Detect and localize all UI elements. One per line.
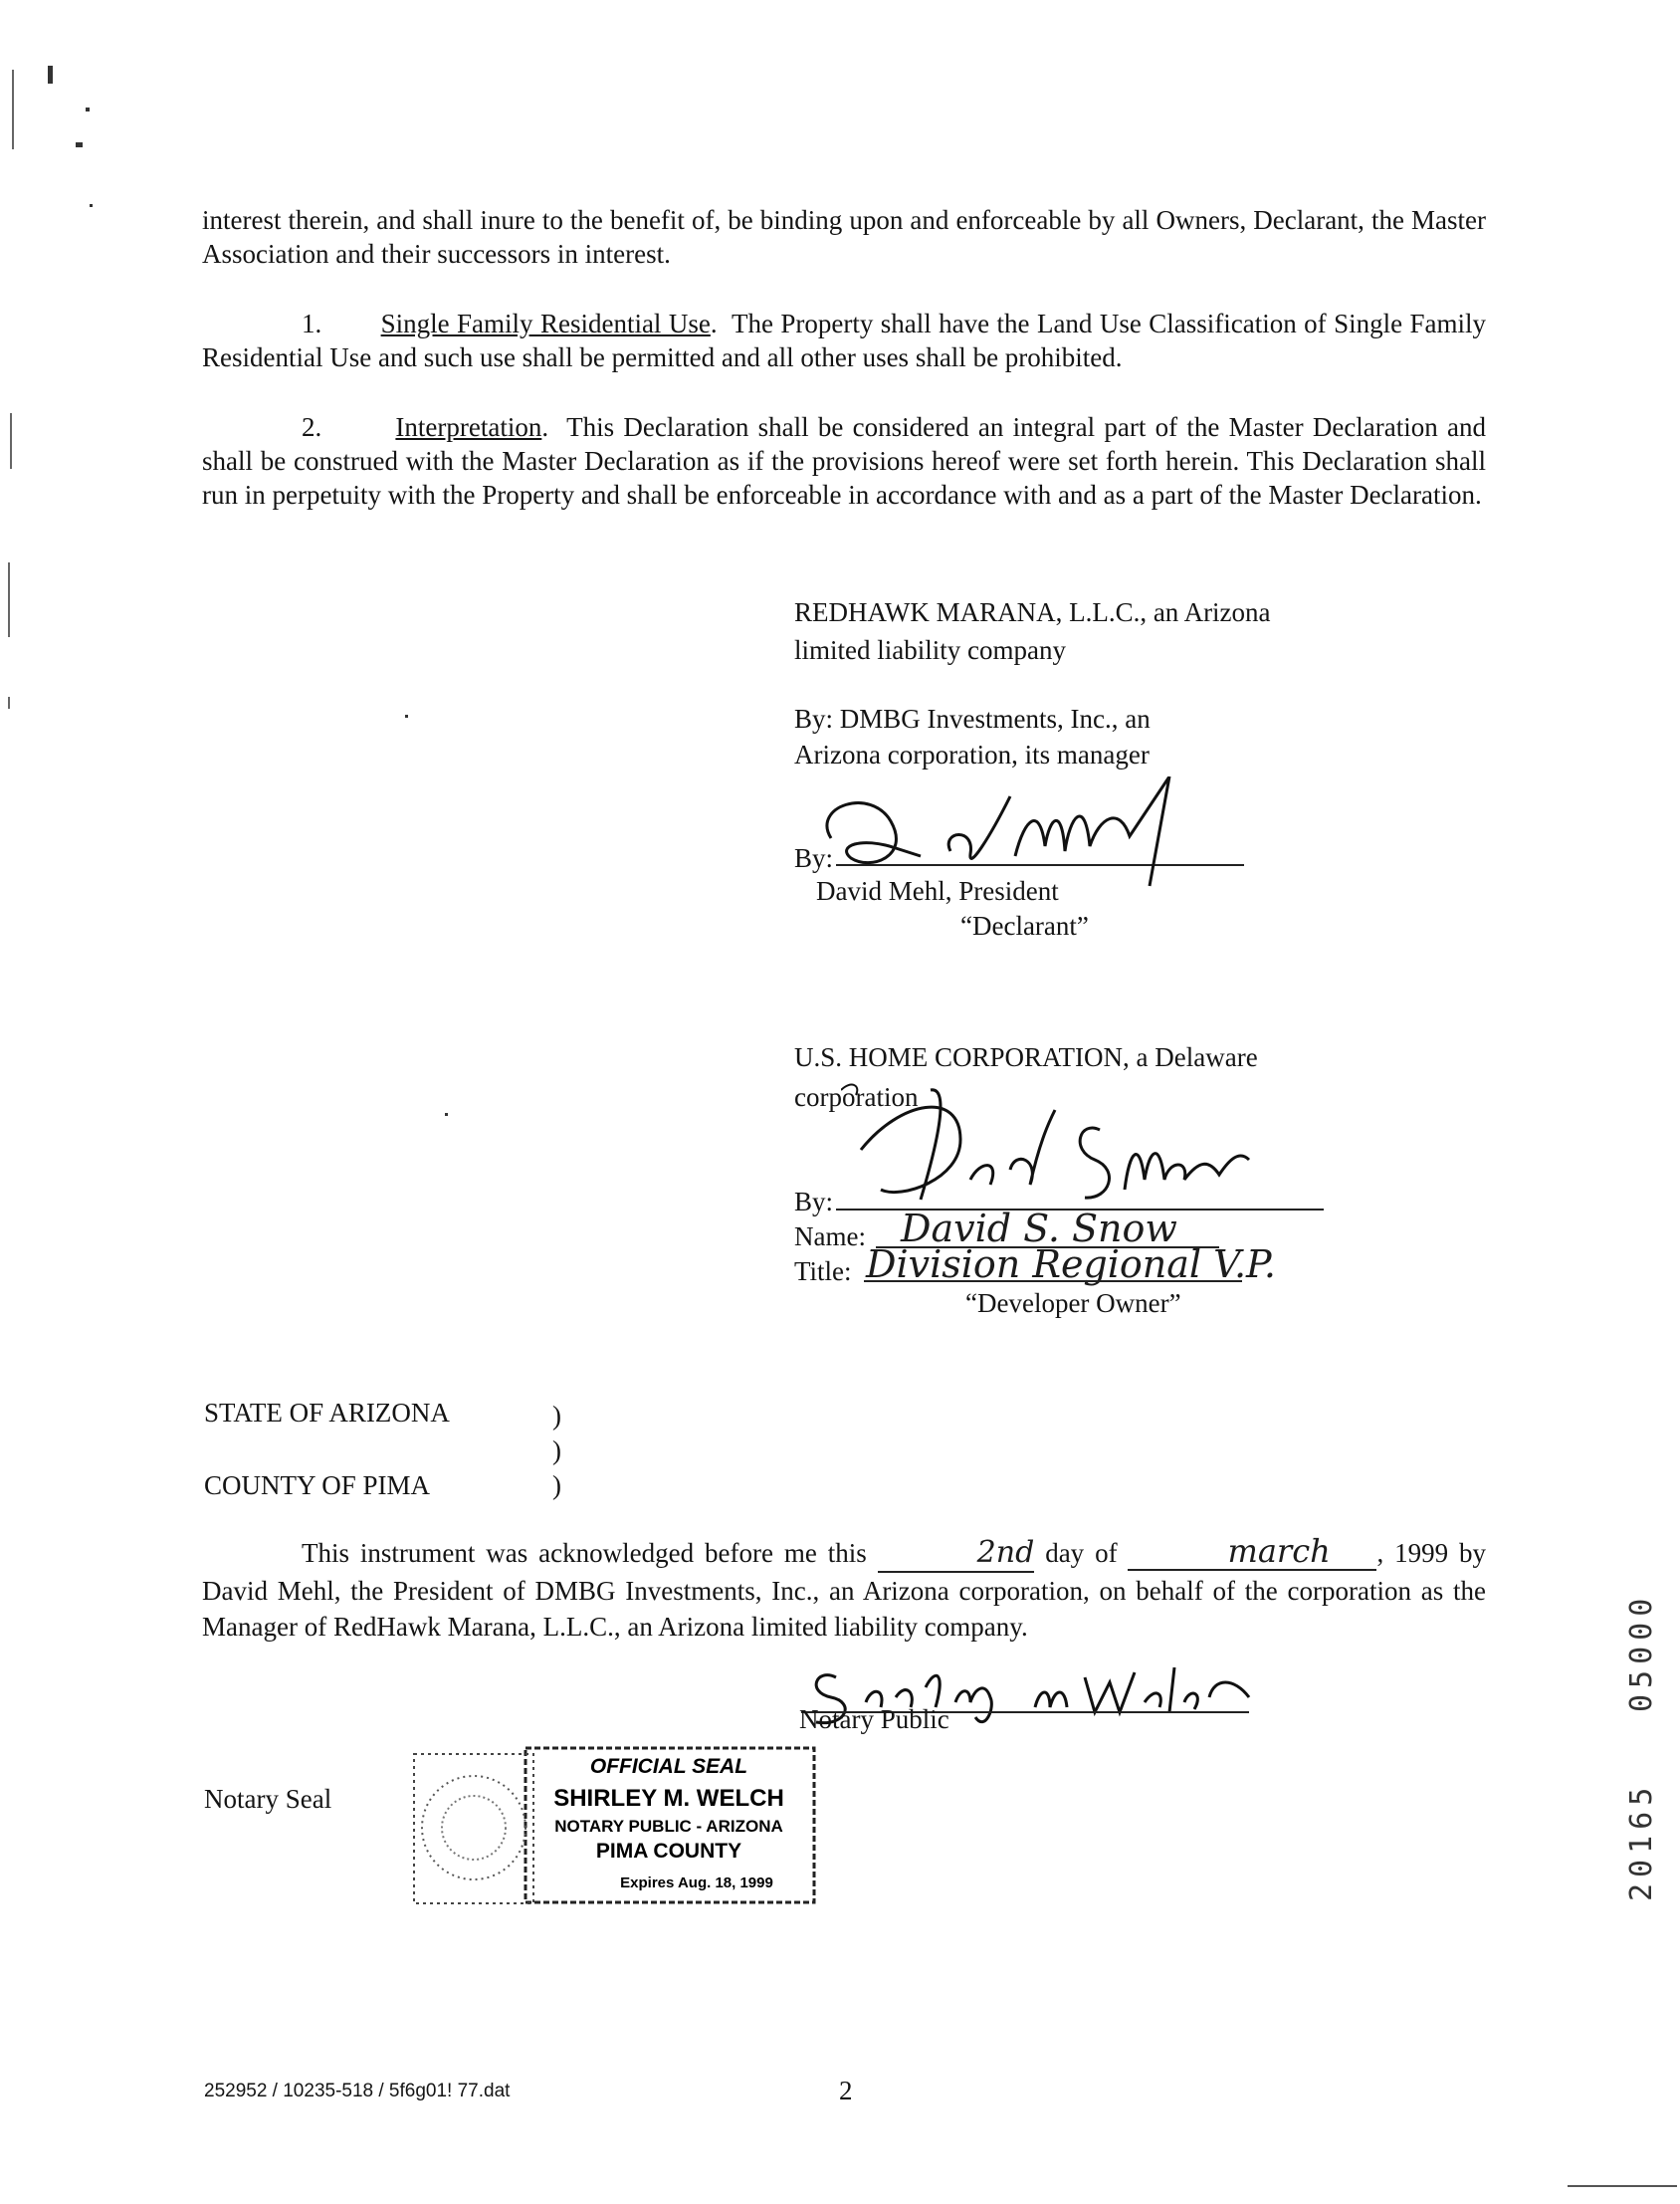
ack-lead: This instrument was acknowledged before me this bbox=[302, 1538, 867, 1568]
seal-line-4: PIMA COUNTY bbox=[595, 1840, 742, 1863]
venue-bracket-1: ) bbox=[552, 1401, 561, 1431]
venue-bracket-2: ) bbox=[552, 1435, 561, 1465]
sig2-entity-line2: corporation bbox=[794, 1082, 919, 1112]
sig1-by-line2: Arizona corporation, its manager bbox=[794, 740, 1150, 770]
section-2-paragraph: 2. Interpretation. This Declaration shall be considered an integral part of the Master Declaration and shall be construed with the Master Declaration as if the provisions hereof were set forth herein. This Declaration shall run in perpetuity with the Property and shall be enforceable in accordance with and as a part of the Master Declaration. bbox=[202, 412, 1487, 510]
seal-line-2: SHIRLEY M. WELCH bbox=[553, 1785, 784, 1812]
section-1-number: 1. bbox=[302, 309, 322, 338]
sig1-entity-line1: REDHAWK MARANA, L.L.C., an Arizona bbox=[794, 597, 1271, 627]
sig2-entity-line1: U.S. HOME CORPORATION, a Delaware bbox=[794, 1042, 1258, 1072]
notary-public-label: Notary Public bbox=[799, 1704, 949, 1734]
sig1-by-label: By: bbox=[794, 843, 834, 873]
page-number: 2 bbox=[839, 2076, 853, 2105]
seal-line-5: Expires Aug. 18, 1999 bbox=[620, 1874, 773, 1891]
venue-county: COUNTY OF PIMA bbox=[204, 1470, 431, 1500]
sig2-by-label: By: bbox=[794, 1187, 834, 1216]
ack-day-of: day of bbox=[1045, 1538, 1118, 1568]
sig2-title-line bbox=[864, 1280, 1242, 1282]
acknowledgment-paragraph bbox=[202, 1533, 1486, 1645]
intro-paragraph: interest therein, and shall inure to the benefit of, be binding upon and enforceable by all Owners, Declarant, the Master Association and their successors in interest. bbox=[202, 205, 1486, 269]
sig1-entity-line2: limited liability company bbox=[794, 635, 1066, 665]
section-2-number: 2. bbox=[302, 412, 322, 442]
sig2-role: “Developer Owner” bbox=[965, 1288, 1181, 1318]
sig1-role: “Declarant” bbox=[960, 911, 1089, 941]
sig1-by-line1: By: DMBG Investments, Inc., an bbox=[794, 704, 1151, 734]
sig1-signatory: David Mehl, President bbox=[816, 876, 1059, 906]
notary-seal-label: Notary Seal bbox=[204, 1784, 332, 1814]
ack-month: march bbox=[1128, 1533, 1376, 1571]
margin-stamp-lower: 20165 bbox=[1624, 1781, 1659, 1901]
sig2-name-value: David S. Snow bbox=[901, 1207, 1177, 1250]
section-1-text: The Property shall have the Land Use Classification of Single Family Residential Use and such use shall be permitted and all other uses shall be prohibited. bbox=[202, 309, 1486, 372]
seal-line-1: OFFICIAL SEAL bbox=[589, 1755, 748, 1778]
venue-state: STATE OF ARIZONA bbox=[204, 1398, 450, 1428]
sig2-title-label: Title: bbox=[794, 1256, 852, 1286]
venue-bracket-3: ) bbox=[552, 1470, 561, 1500]
section-1-paragraph: 1. Single Family Residential Use. The Property shall have the Land Use Classification of Single Family Residential Use and such use shall be permitted and all other uses shall be prohibited. bbox=[202, 309, 1486, 372]
section-2-text: This Declaration shall be considered an integral part of the Master Declaration and shall be construed with the Master Declaration as if the provisions hereof were set forth herein. This Declaration shall run in perpetuity with the Property and shall be enforceable in accordance with and as a part of the Master Declaration. bbox=[202, 412, 1487, 510]
section-1-heading: Single Family Residential Use bbox=[380, 309, 711, 338]
sig2-name-label: Name: bbox=[794, 1221, 866, 1251]
sig2-title-value: Division Regional V.P. bbox=[866, 1242, 1276, 1286]
footer-file-reference: 252952 / 10235-518 / 5f6g01! 77.dat bbox=[204, 2081, 511, 2101]
margin-stamp-upper: 05000 bbox=[1624, 1592, 1659, 1712]
section-2-heading: Interpretation bbox=[395, 412, 542, 442]
ack-day: 2nd bbox=[878, 1535, 1035, 1573]
notary-seal-stamp bbox=[408, 1740, 836, 1914]
ack-rest: , 1999 by David Mehl, the President of DMBG Investments, Inc., an Arizona corporation, on behalf of the corporation as the Manager of RedHawk Marana, L.L.C., an Arizona limited liability company. bbox=[202, 1538, 1487, 1642]
seal-line-3: NOTARY PUBLIC - ARIZONA bbox=[554, 1817, 783, 1836]
